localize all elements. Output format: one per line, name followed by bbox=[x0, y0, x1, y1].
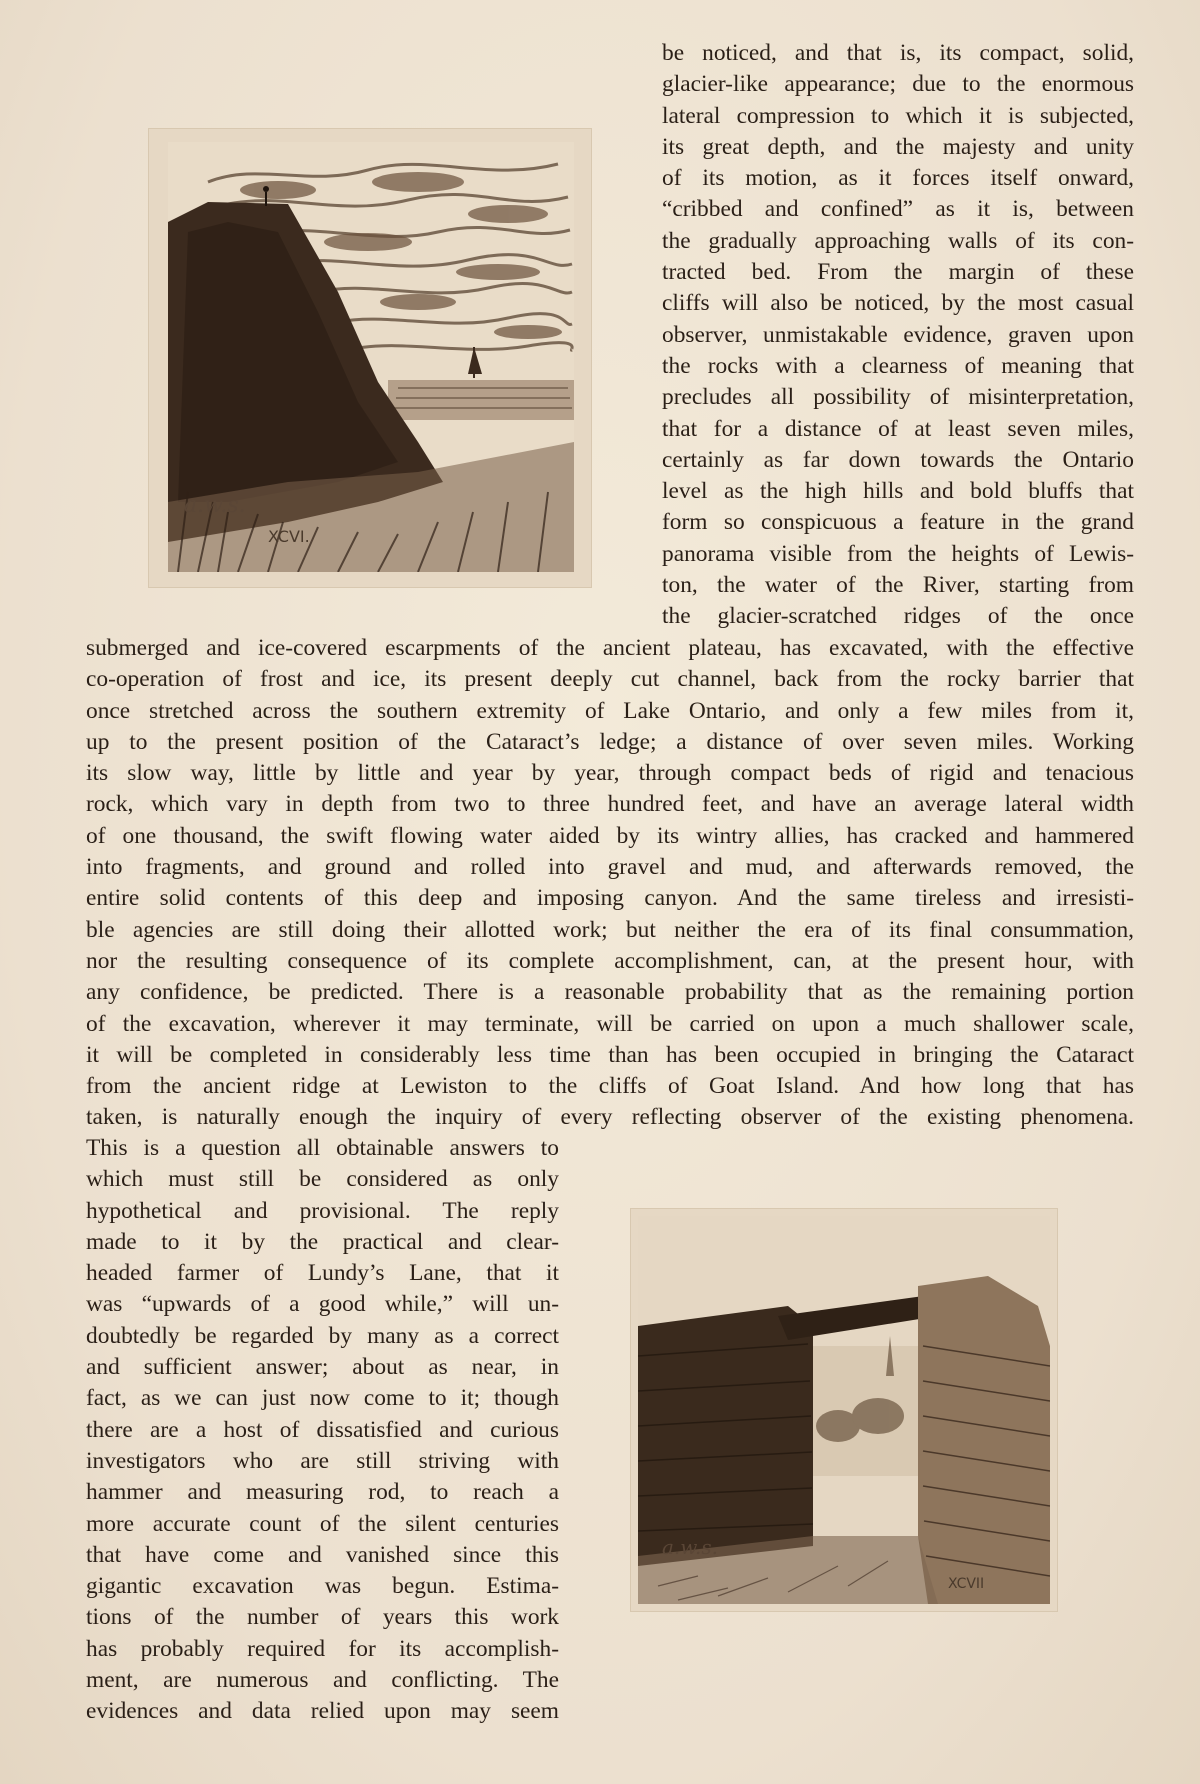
text-line: investigators who are still striving with bbox=[86, 1447, 559, 1474]
plate-xcvi bbox=[148, 128, 592, 588]
text-line: it will be completed in considerably less time than has been occupied in bringing the Cataract bbox=[86, 1041, 1134, 1068]
text-line: entire solid contents of this deep and imposing canyon. And the same tireless and irresisti- bbox=[86, 885, 1134, 912]
text-line: level as the high hills and bold bluffs that bbox=[662, 478, 1134, 505]
text-line: lateral compression to which it is subjected, bbox=[662, 102, 1134, 129]
text-block-full-width bbox=[86, 633, 1134, 1134]
passage-illustration bbox=[638, 1216, 1050, 1604]
text-line: there are a host of dissatisfied and curious bbox=[86, 1416, 559, 1443]
text-line: of its motion, as it forces itself onward, bbox=[662, 165, 1134, 192]
text-line: which must still be considered as only bbox=[86, 1166, 559, 1193]
text-line: once stretched across the southern extremity of Lake Ontario, and only a few miles from it, bbox=[86, 697, 1134, 724]
text-line: submerged and ice-covered escarpments of the ancient plateau, has excavated, with the effective bbox=[86, 635, 1134, 661]
text-line: gigantic excavation was begun. Estima- bbox=[86, 1573, 559, 1600]
text-line: that for a distance of at least seven miles, bbox=[662, 415, 1134, 442]
text-line: precludes all possibility of misinterpretation, bbox=[662, 384, 1134, 411]
plate-signature-text: a.w.s. bbox=[184, 493, 246, 518]
text-line: ton, the water of the River, starting from bbox=[662, 572, 1134, 599]
plate-number-text: XCVI. bbox=[268, 527, 310, 546]
text-line: glacier-like appearance; due to the enormous bbox=[662, 71, 1134, 98]
text-line: of the excavation, wherever it may terminate, will be carried on upon a much shallower scale, bbox=[86, 1010, 1134, 1037]
text-line: evidences and data relied upon may seem bbox=[86, 1698, 559, 1725]
text-line: fact, as we can just now come to it; though bbox=[86, 1385, 559, 1412]
text-line: more accurate count of the silent centuries bbox=[86, 1510, 559, 1537]
text-line: ble agencies are still doing their allotted work; but neither the era of its final consummation, bbox=[86, 916, 1134, 943]
text-line: made to it by the practical and clear- bbox=[86, 1228, 559, 1255]
text-line: of one thousand, the swift flowing water aided by its wintry allies, has cracked and hammered bbox=[86, 822, 1134, 849]
text-line: hypothetical and provisional. The reply bbox=[86, 1197, 559, 1224]
text-line: that have come and vanished since this bbox=[86, 1541, 559, 1568]
text-line: certainly as far down towards the Ontario bbox=[662, 446, 1134, 473]
text-block-top-right bbox=[662, 38, 1134, 633]
text-line: taken, is naturally enough the inquiry of every reflecting observer of the existing phenomena. bbox=[86, 1104, 1134, 1131]
text-line: ment, are numerous and conflicting. The bbox=[86, 1667, 559, 1694]
text-line: the rocks with a clearness of meaning that bbox=[662, 352, 1134, 379]
text-line: “cribbed and confined” as it is, between bbox=[662, 196, 1134, 223]
text-line: and sufficient answer; about as near, in bbox=[86, 1354, 559, 1381]
text-line: its great depth, and the majesty and unity bbox=[662, 133, 1134, 160]
text-line: rock, which vary in depth from two to three hundred feet, and have an average lateral width bbox=[86, 791, 1134, 818]
text-line: has probably required for its accomplish- bbox=[86, 1635, 559, 1662]
text-line: cliffs will also be noticed, by the most casual bbox=[662, 290, 1134, 317]
text-line: was “upwards of a good while,” will un- bbox=[86, 1291, 559, 1318]
text-block-bottom-left bbox=[86, 1133, 559, 1728]
text-line: This is a question all obtainable answers to bbox=[86, 1135, 559, 1161]
passage-etching bbox=[638, 1216, 1050, 1604]
text-line: tions of the number of years this work bbox=[86, 1604, 559, 1631]
plate-xcvii bbox=[630, 1208, 1058, 1612]
text-line: observer, unmistakable evidence, graven upon bbox=[662, 321, 1134, 348]
text-line: the glacier-scratched ridges of the once bbox=[662, 603, 1134, 630]
text-line: hammer and measuring rod, to reach a bbox=[86, 1479, 559, 1506]
text-line: from the ancient ridge at Lewiston to the cliffs of Goat Island. And how long that has bbox=[86, 1073, 1134, 1100]
text-line: co-operation of frost and ice, its present deeply cut channel, back from the rocky barrier that bbox=[86, 666, 1134, 693]
text-line: headed farmer of Lundy’s Lane, that it bbox=[86, 1260, 559, 1287]
cliff-illustration bbox=[168, 142, 574, 572]
text-line: its slow way, little by little and year by year, through compact beds of rigid and tenacious bbox=[86, 760, 1134, 787]
text-line: nor the resulting consequence of its complete accomplishment, can, at the present hour, with bbox=[86, 947, 1134, 974]
text-line: tracted bed. From the margin of these bbox=[662, 259, 1134, 286]
plate-signature-text: a.w.s. bbox=[662, 1535, 719, 1559]
text-line: into fragments, and ground and rolled into gravel and mud, and afterwards removed, the bbox=[86, 854, 1134, 881]
text-line: any confidence, be predicted. There is a reasonable probability that as the remaining portion bbox=[86, 979, 1134, 1006]
text-line: the gradually approaching walls of its con- bbox=[662, 227, 1134, 254]
cliff-etching bbox=[168, 142, 574, 572]
text-line: doubtedly be regarded by many as a correct bbox=[86, 1322, 559, 1349]
text-line: form so conspicuous a feature in the grand bbox=[662, 509, 1134, 536]
text-line: up to the present position of the Cataract’s ledge; a distance of over seven miles. Working bbox=[86, 728, 1134, 755]
plate-number-text: XCVII bbox=[948, 1576, 985, 1592]
text-line: be noticed, and that is, its compact, solid, bbox=[662, 40, 1134, 66]
text-line: panorama visible from the heights of Lewis- bbox=[662, 540, 1134, 567]
